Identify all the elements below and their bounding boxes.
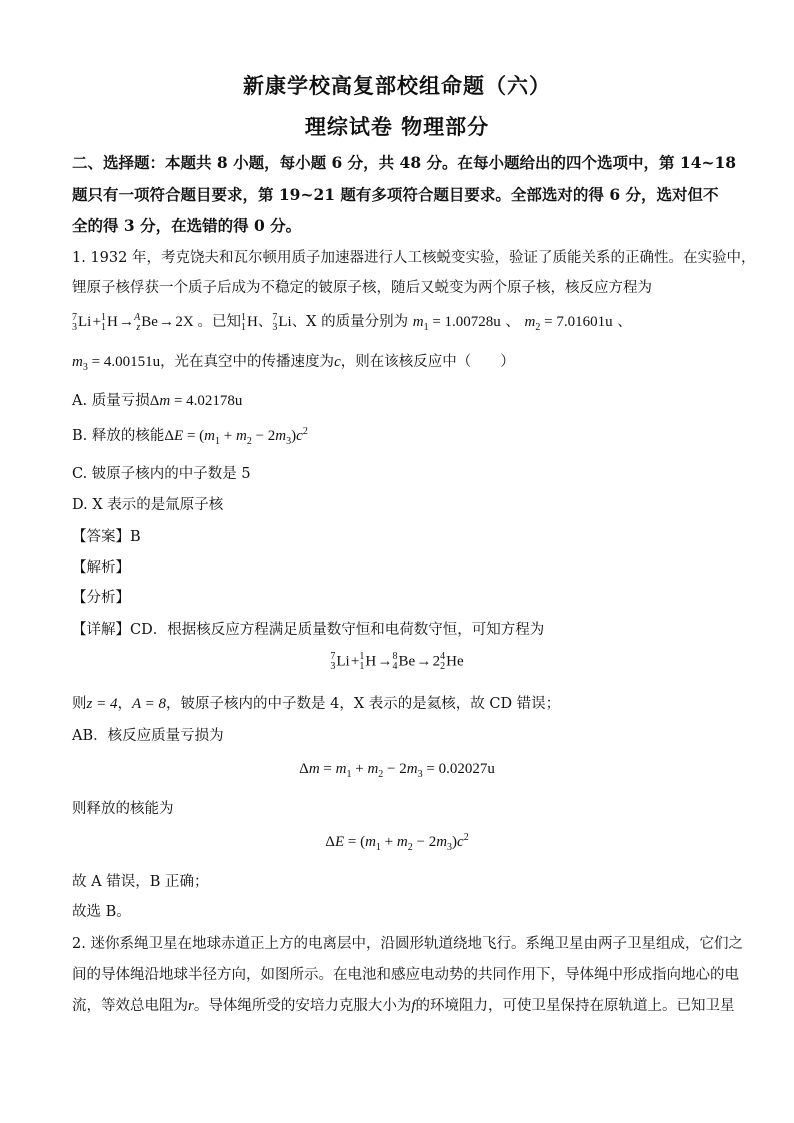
solution-equation: 7 3 Li + 1 1 H → 8 4 Be → 2 4 2 He <box>330 651 464 672</box>
page-subtitle: 理综试卷 物理部分 <box>304 114 490 139</box>
q1-option-d: D. X 表示的是氚原子核 <box>72 497 224 513</box>
q1-option-a: A. 质量亏损Δm = 4.02178u <box>72 393 243 409</box>
analysis-label: 【解析】 <box>72 560 130 576</box>
section-header-line-3: 全的得 3 分，在选错的得 0 分。 <box>72 216 302 235</box>
q1-option-b: B. 释放的核能$\Delta E = (m_1 + m_2 - 2m_3)c^2$ <box>72 426 308 447</box>
q2-line-2: 间的导体绳沿地球半径方向，如图所示。在电池和感应电动势的共同作用下，导体绳中形成指向地心的电 <box>72 967 739 983</box>
energy-equation: $\Delta E = (m_1 + m_2 - 2m_3)c^2$ <box>325 832 469 853</box>
section-header-line-2: 题只有一项符合题目要求，第 19~21 题有多项符合题目要求。全部选对的得 6 分，选对但不 <box>72 185 719 204</box>
q2-line-1: 2. 迷你系绳卫星在地球赤道正上方的电离层中，沿圆形轨道绕地飞行。系绳卫星由两子卫星组成，它们之 <box>72 936 743 952</box>
page-title: 新康学校高复部校组命题（六） <box>243 73 551 98</box>
reaction-equation: 7 3 Li + 1 1 H → A z Be → 2X <box>72 311 198 333</box>
mass-m3: 4.00151u <box>103 354 161 370</box>
conclusion-line-1: 故 A 错误，B 正确； <box>72 874 209 890</box>
q1-line-2: 锂原子核俘获一个质子后成为不稳定的铍原子核，随后又蜕变为两个原子核，核反应方程为 <box>72 280 652 296</box>
detail-line: 【详解】CD．根据核反应方程满足质量数守恒和电荷数守恒，可知方程为 <box>72 622 545 638</box>
q1-line-3: 7 3 Li + 1 1 H → A z Be → 2X 。已知 1 1 H、 7 3 Li、X 的质量分别为 $m_1 = 1.00728u$ 、 $m_2 = 7.01601u$ 、 <box>72 311 632 333</box>
section-header-line-1: 二、选择题：本题共 8 小题，每小题 6 分，共 48 分。在每小题给出的四个选项中，第 14~18 <box>72 153 737 172</box>
mass-m1: 1.00728u <box>444 314 501 330</box>
mass-m2: 7.01601u <box>556 314 613 330</box>
release-line: 则释放的核能为 <box>72 801 174 817</box>
ab-line: AB．核反应质量亏损为 <box>72 728 224 744</box>
fenxi-label: 【分析】 <box>72 590 130 606</box>
q1-option-c: C. 铍原子核内的中子数是 5 <box>72 466 251 482</box>
mass-defect-equation: $\Delta m = m_1 + m_2 - 2m_3 = 0.02027u$ <box>299 761 495 780</box>
q1-line-4: $m_3 = 4.00151u$，光在真空中的传播速度为c，则在该核反应中（ ） <box>72 354 515 373</box>
q2-line-3: 流，等效总电阻为r。导体绳所受的安培力克服大小为f的环境阻力，可使卫星保持在原轨道上。已知卫星 <box>72 998 735 1014</box>
q1-line-1: 1. 1932 年，考克饶夫和瓦尔顿用质子加速器进行人工核蜕变实验，验证了质能关系的正确性。在实验中， <box>72 250 756 266</box>
z-a-line: 则z = 4，A = 8，铍原子核内的中子数是 4，X 表示的是氦核，故 CD 错误； <box>72 696 561 712</box>
conclusion-line-2: 故选 B。 <box>72 904 131 920</box>
answer-label: 【答案】B <box>72 529 141 545</box>
